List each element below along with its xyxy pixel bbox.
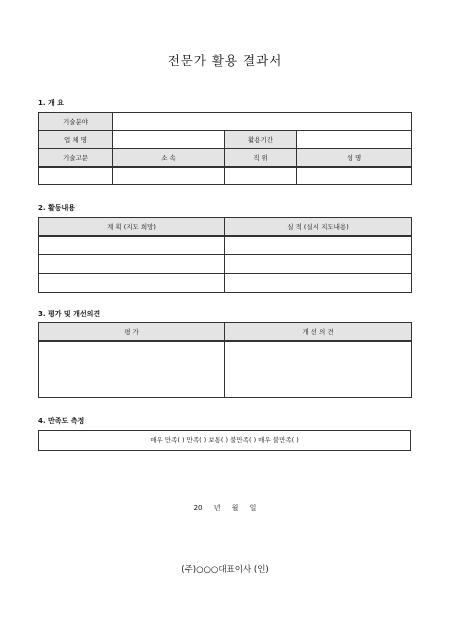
improve-header: 개 선 의 견 (225, 323, 412, 341)
plan-cell[interactable] (39, 274, 225, 293)
signature-line: (주)○○○대표이사 (인) (181, 565, 269, 575)
eval-header: 평 가 (39, 323, 225, 341)
advisor-value-cell[interactable] (39, 167, 113, 185)
advisor-label: 기술고문 (39, 149, 113, 167)
position-value-cell[interactable] (225, 167, 297, 185)
section-satisfaction-heading: 4. 만족도 측정 (38, 417, 85, 425)
overview-table (38, 112, 412, 185)
period-label: 활용기간 (225, 131, 297, 149)
name-value-cell[interactable] (297, 167, 412, 185)
section-overview-heading: 1. 개 요 (38, 99, 64, 107)
document-title: 전문가 활용 결과서 (167, 53, 283, 68)
position-label: 직 위 (225, 149, 297, 167)
field-label: 기술분야 (39, 113, 113, 131)
company-label: 업 체 명 (39, 131, 113, 149)
period-value-cell[interactable] (297, 131, 412, 149)
activities-table (38, 217, 412, 293)
plan-cell[interactable] (39, 236, 225, 255)
result-cell[interactable] (225, 255, 412, 274)
eval-cell[interactable] (39, 341, 225, 398)
name-label: 성 명 (297, 149, 412, 167)
satisfaction-options[interactable]: 매우 만족( ) 만족( ) 보통( ) 불만족( ) 매우 불만족( ) (38, 430, 411, 451)
date-line: 20 년 월 일 (193, 504, 257, 512)
result-header: 실 적 (실시 지도내용) (225, 218, 412, 236)
section-activities-heading: 2. 활동내용 (38, 204, 76, 212)
plan-header: 계 획 (지도 희망) (39, 218, 225, 236)
result-cell[interactable] (225, 274, 412, 293)
evaluation-table (38, 322, 412, 398)
result-cell[interactable] (225, 236, 412, 255)
affiliation-value-cell[interactable] (113, 167, 225, 185)
affiliation-label: 소 속 (113, 149, 225, 167)
field-value-cell[interactable] (113, 113, 412, 131)
plan-cell[interactable] (39, 255, 225, 274)
company-value-cell[interactable] (113, 131, 225, 149)
section-evaluation-heading: 3. 평가 및 개선의견 (38, 310, 101, 318)
improve-cell[interactable] (225, 341, 412, 398)
